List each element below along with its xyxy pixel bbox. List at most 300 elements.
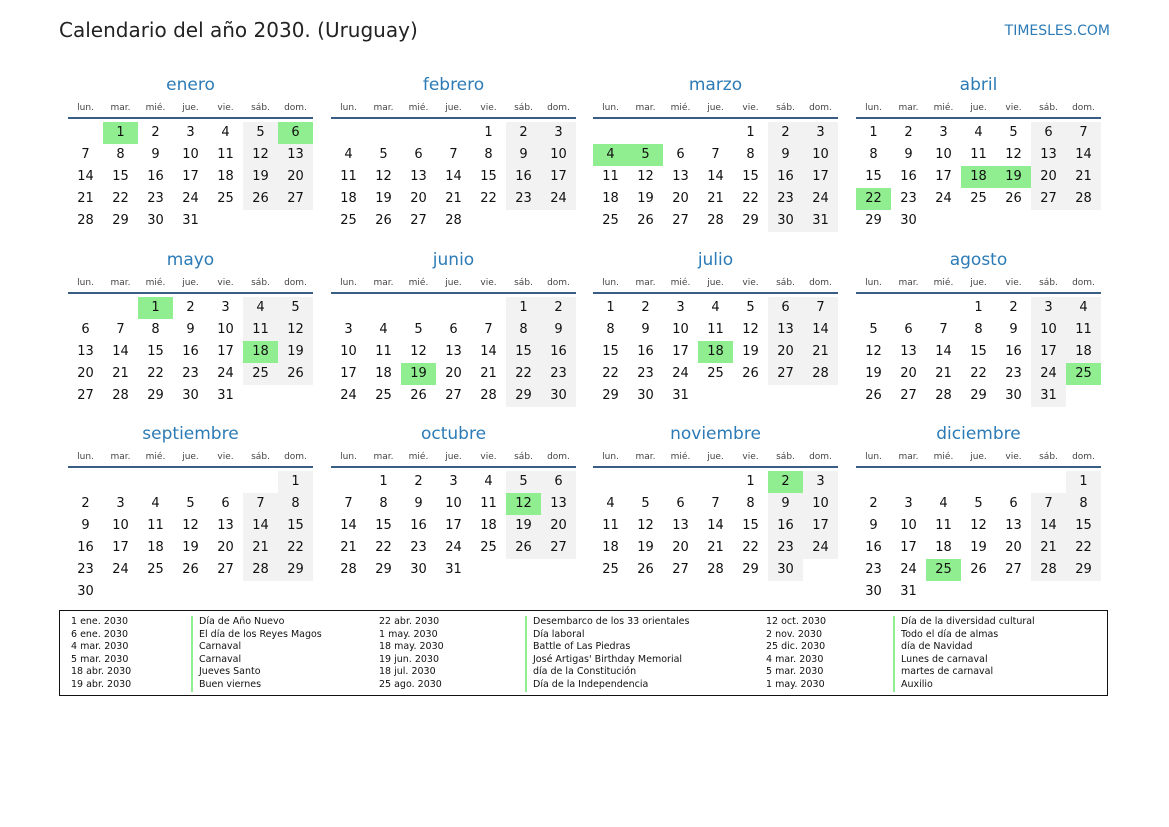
day-cell: 7 xyxy=(484,322,493,337)
day-cell: 11 xyxy=(147,518,164,533)
weekday-label: vie. xyxy=(217,452,234,462)
day-cell: 28 xyxy=(480,388,497,403)
day-cell: 10 xyxy=(340,344,357,359)
day-cell: 24 xyxy=(217,366,234,381)
weekend-day-cell: 14 xyxy=(1031,515,1066,537)
day-cell: 5 xyxy=(746,300,755,315)
day-cell: 16 xyxy=(865,540,882,555)
weekday-label: sáb. xyxy=(514,103,533,113)
weekend-day-cell: 11 xyxy=(1066,319,1101,341)
day-cell: 14 xyxy=(112,344,129,359)
weekend-day-cell: 23 xyxy=(541,363,576,385)
weekday-label: jue. xyxy=(707,278,724,288)
weekday-label: jue. xyxy=(707,103,724,113)
day-cell: 10 xyxy=(182,147,199,162)
day-cell: 28 xyxy=(707,213,724,228)
weekend-day-cell: 14 xyxy=(1066,144,1101,166)
day-cell: 27 xyxy=(900,388,917,403)
empty-cell xyxy=(891,297,926,319)
day-cell: 13 xyxy=(900,344,917,359)
month-junio xyxy=(331,249,576,407)
weekday-header xyxy=(856,276,1101,294)
weekend-day-cell: 10 xyxy=(541,144,576,166)
day-cell: 20 xyxy=(1005,540,1022,555)
weekday-label: mar. xyxy=(373,278,394,288)
month-name: noviembre xyxy=(670,424,761,444)
day-cell: 27 xyxy=(410,213,427,228)
day-cell: 26 xyxy=(1005,191,1022,206)
day-cell: 9 xyxy=(81,518,90,533)
weekend-day-cell: 1 xyxy=(1066,471,1101,493)
day-cell: 9 xyxy=(641,322,650,337)
weekend-day-cell: 9 xyxy=(506,144,541,166)
day-cell: 26 xyxy=(742,366,759,381)
day-cell: 18 xyxy=(602,540,619,555)
day-cell: 27 xyxy=(217,562,234,577)
weekend-day-cell: 22 xyxy=(506,363,541,385)
weekend-day-cell: 8 xyxy=(278,493,313,515)
weekday-label: lun. xyxy=(340,278,357,288)
legend-date: 18 jul. 2030 xyxy=(379,666,436,678)
day-cell: 14 xyxy=(707,169,724,184)
weekend-day-cell: 27 xyxy=(541,537,576,559)
day-cell: 27 xyxy=(672,213,689,228)
weekend-day-cell: 26 xyxy=(506,537,541,559)
weekend-day-cell: 18 xyxy=(1066,341,1101,363)
legend-holiday-name: día de Navidad xyxy=(893,641,1035,654)
day-cell: 16 xyxy=(637,344,654,359)
weekend-day-cell: 3 xyxy=(541,122,576,144)
weekend-day-cell: 21 xyxy=(1066,166,1101,188)
day-cell: 22 xyxy=(742,191,759,206)
brand-link[interactable]: TIMESLES.COM xyxy=(1004,23,1110,39)
day-cell: 26 xyxy=(375,213,392,228)
weekday-header xyxy=(856,101,1101,119)
day-cell: 7 xyxy=(344,496,353,511)
weekday-label: lun. xyxy=(340,452,357,462)
day-cell: 31 xyxy=(672,388,689,403)
day-cell: 17 xyxy=(182,169,199,184)
day-cell: 25 xyxy=(147,562,164,577)
day-cell: 9 xyxy=(904,147,913,162)
day-cell: 14 xyxy=(77,169,94,184)
empty-cell xyxy=(593,122,628,144)
empty-cell xyxy=(401,122,436,144)
weekday-label: vie. xyxy=(742,278,759,288)
empty-cell xyxy=(926,297,961,319)
day-cell: 8 xyxy=(974,322,983,337)
weekend-day-cell: 5 xyxy=(243,122,278,144)
legend-date: 18 abr. 2030 xyxy=(71,666,132,678)
legend-date: 1 may. 2030 xyxy=(766,678,825,690)
day-cell: 11 xyxy=(602,518,619,533)
day-cell: 25 xyxy=(970,191,987,206)
month-name: julio xyxy=(697,250,734,270)
day-cell: 20 xyxy=(672,540,689,555)
holiday-day-cell: 18 xyxy=(243,341,278,363)
day-cell: 18 xyxy=(147,540,164,555)
weekday-label: sáb. xyxy=(514,452,533,462)
empty-cell xyxy=(436,122,471,144)
legend-holiday-name: Auxilio xyxy=(893,679,1035,692)
empty-cell xyxy=(68,471,103,493)
legend-date: 19 jun. 2030 xyxy=(379,653,440,665)
holiday-legend xyxy=(59,610,1108,696)
legend-holiday-name: Carnaval xyxy=(191,641,322,654)
day-cell: 3 xyxy=(186,125,195,140)
day-cell: 4 xyxy=(711,300,720,315)
weekend-day-cell: 15 xyxy=(278,515,313,537)
weekend-day-cell: 7 xyxy=(243,493,278,515)
weekday-label: vie. xyxy=(1005,278,1022,288)
weekday-label: lun. xyxy=(602,452,619,462)
weekend-day-cell: 21 xyxy=(803,341,838,363)
weekday-label: mar. xyxy=(635,452,656,462)
day-cell: 25 xyxy=(602,213,619,228)
day-cell: 23 xyxy=(147,191,164,206)
month-diciembre xyxy=(856,423,1101,603)
empty-cell xyxy=(173,471,208,493)
weekday-label: mié. xyxy=(145,452,166,462)
weekend-day-cell: 16 xyxy=(541,341,576,363)
weekend-day-cell: 8 xyxy=(1066,493,1101,515)
day-cell: 4 xyxy=(151,496,160,511)
day-cell: 3 xyxy=(676,300,685,315)
day-grid xyxy=(856,122,1101,232)
day-cell: 24 xyxy=(112,562,129,577)
weekend-day-cell: 30 xyxy=(768,559,803,581)
month-enero xyxy=(68,74,313,232)
day-cell: 1 xyxy=(746,125,755,140)
day-cell: 10 xyxy=(935,147,952,162)
day-cell: 10 xyxy=(217,322,234,337)
day-cell: 8 xyxy=(746,147,755,162)
day-cell: 6 xyxy=(449,322,458,337)
weekday-label: jue. xyxy=(182,278,199,288)
weekend-day-cell: 10 xyxy=(803,493,838,515)
day-cell: 13 xyxy=(445,344,462,359)
weekend-day-cell: 9 xyxy=(541,319,576,341)
day-cell: 10 xyxy=(672,322,689,337)
day-cell: 14 xyxy=(445,169,462,184)
day-cell: 5 xyxy=(186,496,195,511)
day-cell: 13 xyxy=(410,169,427,184)
day-cell: 4 xyxy=(379,322,388,337)
weekday-label: vie. xyxy=(1005,103,1022,113)
day-cell: 28 xyxy=(77,213,94,228)
page-title: Calendario del año 2030. (Uruguay) xyxy=(59,18,418,42)
weekday-label: jue. xyxy=(970,278,987,288)
day-cell: 22 xyxy=(147,366,164,381)
empty-cell xyxy=(471,297,506,319)
weekday-label: lun. xyxy=(77,103,94,113)
legend-date-column xyxy=(71,616,131,692)
weekday-label: mié. xyxy=(408,278,429,288)
day-cell: 3 xyxy=(449,474,458,489)
weekday-label: lun. xyxy=(865,103,882,113)
weekend-day-cell: 13 xyxy=(278,144,313,166)
day-cell: 13 xyxy=(1005,518,1022,533)
empty-cell xyxy=(68,122,103,144)
day-cell: 7 xyxy=(81,147,90,162)
weekday-label: jue. xyxy=(970,103,987,113)
day-cell: 22 xyxy=(602,366,619,381)
weekday-label: lun. xyxy=(602,103,619,113)
day-cell: 6 xyxy=(676,147,685,162)
weekend-day-cell: 24 xyxy=(803,537,838,559)
weekend-day-cell: 24 xyxy=(803,188,838,210)
day-cell: 17 xyxy=(445,518,462,533)
legend-date: 12 oct. 2030 xyxy=(766,616,827,627)
weekend-day-cell: 5 xyxy=(506,471,541,493)
legend-holiday-name: El día de los Reyes Magos xyxy=(191,629,322,642)
day-cell: 6 xyxy=(676,496,685,511)
weekday-label: sáb. xyxy=(776,452,795,462)
weekend-day-cell: 28 xyxy=(1066,188,1101,210)
day-cell: 8 xyxy=(746,496,755,511)
day-cell: 31 xyxy=(900,584,917,599)
weekend-day-cell: 31 xyxy=(803,210,838,232)
weekday-label: mar. xyxy=(898,103,919,113)
day-cell: 6 xyxy=(904,322,913,337)
weekday-label: mié. xyxy=(670,452,691,462)
weekend-day-cell: 21 xyxy=(1031,537,1066,559)
weekday-label: jue. xyxy=(445,278,462,288)
weekday-label: vie. xyxy=(1005,452,1022,462)
weekday-label: vie. xyxy=(742,452,759,462)
day-cell: 30 xyxy=(865,584,882,599)
day-cell: 6 xyxy=(1009,496,1018,511)
legend-holiday-name: Día laboral xyxy=(525,629,689,642)
legend-holiday-name: Día de la Independencia xyxy=(525,679,689,692)
month-julio xyxy=(593,249,838,407)
empty-cell xyxy=(436,297,471,319)
day-cell: 12 xyxy=(637,169,654,184)
day-cell: 7 xyxy=(939,322,948,337)
weekday-header xyxy=(593,101,838,119)
legend-holiday-name: Jueves Santo xyxy=(191,666,322,679)
day-cell: 5 xyxy=(974,496,983,511)
day-cell: 29 xyxy=(147,388,164,403)
day-cell: 9 xyxy=(151,147,160,162)
weekday-label: mié. xyxy=(408,452,429,462)
day-cell: 24 xyxy=(445,540,462,555)
day-cell: 10 xyxy=(112,518,129,533)
day-grid xyxy=(68,297,313,407)
day-cell: 9 xyxy=(186,322,195,337)
empty-cell xyxy=(663,122,698,144)
weekend-day-cell: 19 xyxy=(506,515,541,537)
day-grid xyxy=(593,297,838,407)
day-cell: 26 xyxy=(637,562,654,577)
day-cell: 9 xyxy=(1009,322,1018,337)
weekend-day-cell: 22 xyxy=(1066,537,1101,559)
weekday-label: mié. xyxy=(670,278,691,288)
day-cell: 28 xyxy=(707,562,724,577)
day-grid xyxy=(331,297,576,407)
day-cell: 26 xyxy=(182,562,199,577)
day-cell: 5 xyxy=(641,496,650,511)
weekend-day-cell: 16 xyxy=(768,166,803,188)
day-cell: 1 xyxy=(974,300,983,315)
weekday-label: dom. xyxy=(547,278,570,288)
day-cell: 27 xyxy=(445,388,462,403)
weekday-label: sáb. xyxy=(1039,103,1058,113)
weekday-label: dom. xyxy=(809,452,832,462)
weekday-label: dom. xyxy=(1072,452,1095,462)
weekend-day-cell: 26 xyxy=(278,363,313,385)
holiday-day-cell: 19 xyxy=(401,363,436,385)
day-cell: 21 xyxy=(707,191,724,206)
day-cell: 30 xyxy=(900,213,917,228)
day-cell: 4 xyxy=(939,496,948,511)
day-cell: 29 xyxy=(742,213,759,228)
day-cell: 23 xyxy=(410,540,427,555)
month-marzo xyxy=(593,74,838,232)
weekday-label: jue. xyxy=(445,103,462,113)
day-cell: 11 xyxy=(480,496,497,511)
month-name: septiembre xyxy=(142,424,239,444)
day-cell: 24 xyxy=(182,191,199,206)
day-cell: 24 xyxy=(935,191,952,206)
legend-holiday-name: Desembarco de los 33 orientales xyxy=(525,616,689,629)
weekday-label: sáb. xyxy=(514,278,533,288)
day-cell: 20 xyxy=(217,540,234,555)
day-cell: 19 xyxy=(182,540,199,555)
empty-cell xyxy=(698,122,733,144)
weekday-label: lun. xyxy=(77,452,94,462)
empty-cell xyxy=(593,471,628,493)
weekend-day-cell: 27 xyxy=(768,363,803,385)
holiday-day-cell: 5 xyxy=(628,144,663,166)
weekday-label: mar. xyxy=(898,452,919,462)
weekend-day-cell: 14 xyxy=(243,515,278,537)
day-cell: 7 xyxy=(116,322,125,337)
day-cell: 12 xyxy=(1005,147,1022,162)
legend-name-column xyxy=(893,616,1035,692)
weekday-label: vie. xyxy=(480,103,497,113)
day-cell: 23 xyxy=(900,191,917,206)
day-cell: 16 xyxy=(77,540,94,555)
weekend-day-cell: 21 xyxy=(243,537,278,559)
day-cell: 21 xyxy=(707,540,724,555)
day-cell: 10 xyxy=(900,518,917,533)
day-cell: 21 xyxy=(935,366,952,381)
day-cell: 15 xyxy=(112,169,129,184)
legend-date: 4 mar. 2030 xyxy=(71,641,129,653)
weekend-day-cell: 24 xyxy=(1031,363,1066,385)
day-cell: 20 xyxy=(900,366,917,381)
empty-cell xyxy=(138,471,173,493)
weekday-label: jue. xyxy=(445,452,462,462)
weekend-day-cell: 20 xyxy=(541,515,576,537)
weekday-label: vie. xyxy=(217,278,234,288)
day-cell: 11 xyxy=(217,147,234,162)
weekend-day-cell: 13 xyxy=(1031,144,1066,166)
day-cell: 11 xyxy=(935,518,952,533)
day-cell: 4 xyxy=(344,147,353,162)
weekday-label: mar. xyxy=(635,278,656,288)
month-name: mayo xyxy=(166,250,215,270)
weekday-label: mar. xyxy=(373,452,394,462)
weekend-day-cell: 10 xyxy=(1031,319,1066,341)
legend-date: 1 may. 2030 xyxy=(379,628,438,640)
day-cell: 2 xyxy=(151,125,160,140)
day-cell: 30 xyxy=(77,584,94,599)
weekday-label: vie. xyxy=(480,278,497,288)
day-cell: 8 xyxy=(606,322,615,337)
weekday-header xyxy=(68,450,313,468)
day-grid xyxy=(331,122,576,232)
weekend-day-cell: 17 xyxy=(541,166,576,188)
legend-date: 25 ago. 2030 xyxy=(379,678,442,690)
weekday-header xyxy=(331,276,576,294)
day-cell: 2 xyxy=(1009,300,1018,315)
weekday-label: mié. xyxy=(408,103,429,113)
weekday-label: sáb. xyxy=(776,103,795,113)
day-cell: 29 xyxy=(970,388,987,403)
day-cell: 22 xyxy=(112,191,129,206)
empty-cell xyxy=(366,122,401,144)
weekend-day-cell: 4 xyxy=(243,297,278,319)
day-cell: 23 xyxy=(77,562,94,577)
day-cell: 22 xyxy=(480,191,497,206)
weekday-label: jue. xyxy=(970,452,987,462)
day-cell: 25 xyxy=(480,540,497,555)
empty-cell xyxy=(856,471,891,493)
day-cell: 9 xyxy=(869,518,878,533)
day-cell: 22 xyxy=(742,540,759,555)
empty-cell xyxy=(331,297,366,319)
weekend-day-cell: 31 xyxy=(1031,385,1066,407)
day-cell: 2 xyxy=(641,300,650,315)
day-grid xyxy=(856,297,1101,407)
day-cell: 16 xyxy=(1005,344,1022,359)
day-cell: 8 xyxy=(151,322,160,337)
day-cell: 4 xyxy=(484,474,493,489)
day-cell: 11 xyxy=(970,147,987,162)
day-cell: 16 xyxy=(410,518,427,533)
day-cell: 25 xyxy=(217,191,234,206)
day-cell: 21 xyxy=(112,366,129,381)
day-cell: 5 xyxy=(869,322,878,337)
month-abril xyxy=(856,74,1101,232)
weekend-day-cell: 17 xyxy=(803,515,838,537)
weekday-label: sáb. xyxy=(1039,278,1058,288)
weekend-day-cell: 26 xyxy=(243,188,278,210)
day-cell: 8 xyxy=(379,496,388,511)
weekend-day-cell: 24 xyxy=(541,188,576,210)
weekend-day-cell: 5 xyxy=(278,297,313,319)
day-cell: 6 xyxy=(81,322,90,337)
day-cell: 14 xyxy=(340,518,357,533)
empty-cell xyxy=(891,471,926,493)
day-cell: 16 xyxy=(900,169,917,184)
day-cell: 18 xyxy=(340,191,357,206)
weekend-day-cell: 25 xyxy=(243,363,278,385)
day-cell: 15 xyxy=(970,344,987,359)
empty-cell xyxy=(103,471,138,493)
day-cell: 5 xyxy=(379,147,388,162)
weekday-label: jue. xyxy=(182,452,199,462)
day-grid xyxy=(331,471,576,581)
day-cell: 26 xyxy=(637,213,654,228)
weekday-label: vie. xyxy=(742,103,759,113)
day-cell: 30 xyxy=(147,213,164,228)
weekday-label: dom. xyxy=(809,103,832,113)
empty-cell xyxy=(856,297,891,319)
holiday-day-cell: 6 xyxy=(278,122,313,144)
